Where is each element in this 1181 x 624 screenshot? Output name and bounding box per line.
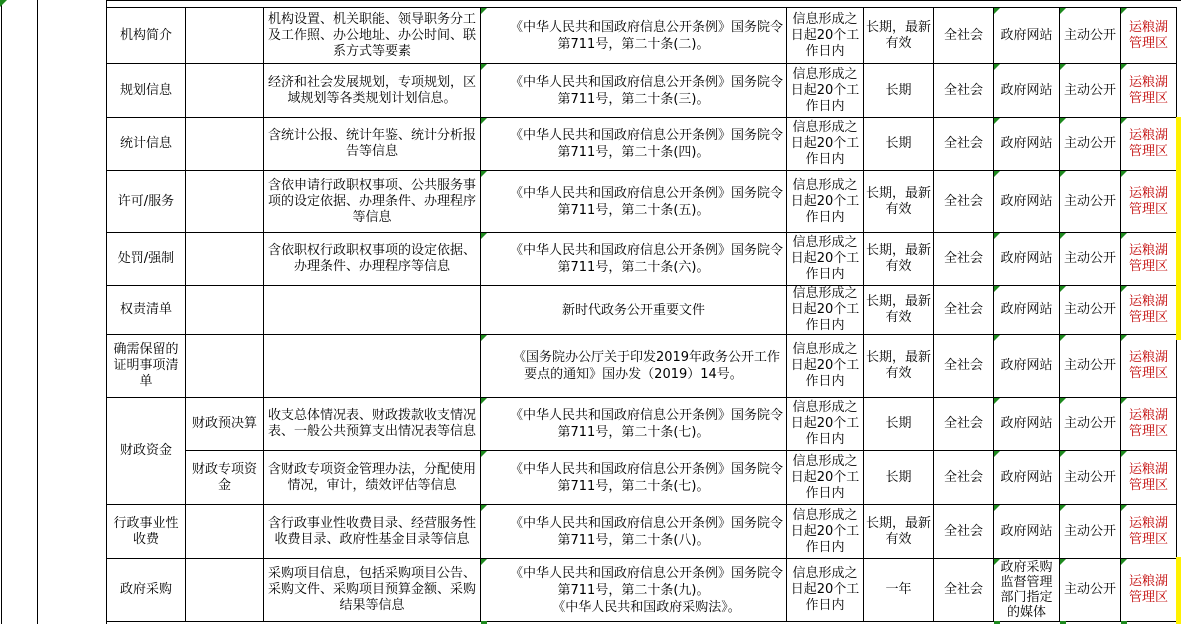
cell-unit[interactable] [1121,171,1177,233]
table-row [107,64,1177,118]
method-text: 主动公开 [1063,358,1116,373]
table-row [107,8,1177,64]
cell-channel[interactable] [994,286,1060,335]
cell-timing[interactable]: 信息形成之日起20个工作日内 [787,559,864,622]
cell-audience[interactable]: 全社会 [934,171,994,233]
cell-basis[interactable] [481,559,787,622]
error-flag-icon [1060,398,1066,404]
cell-basis[interactable] [481,8,787,64]
cell-category[interactable]: 权责清单 [107,286,186,335]
unit-text: 运粮湖管理区 [1128,243,1168,274]
cell-category[interactable]: 财政资金 [107,398,186,505]
cell-category[interactable]: 规划信息 [107,64,186,118]
cell-unit[interactable] [1121,233,1177,286]
basis-text: 新时代政务公开重要文件 [561,302,705,318]
unit-text: 运粮湖管理区 [1128,185,1168,217]
cell-audience[interactable]: 全社会 [934,233,994,286]
unit-text: 运粮湖管理区 [1128,350,1168,381]
channel-text: 政府采购监督管理部门指定的媒体 [1000,560,1053,620]
method-text: 主动公开 [1063,523,1116,539]
cell-channel[interactable] [994,171,1060,233]
basis-text: 《中华人民共和国政府信息公开条例》国务院令第711号，第二十条(五)。 [509,185,783,218]
error-flag-icon [994,286,1000,292]
cell-unit[interactable] [1121,286,1177,335]
cell-retention[interactable]: 长期，最新有效 [864,286,934,335]
cell-subcategory[interactable] [186,64,264,118]
error-flag-icon [0,0,7,7]
error-flag-icon [1060,8,1066,14]
cell-timing[interactable]: 信息形成之日起20个工作日内 [787,171,864,233]
table-row [107,233,1177,286]
error-flag-icon [1060,451,1066,457]
error-flag-icon [481,505,487,511]
error-flag-icon [1060,233,1066,239]
cell-method[interactable] [1060,233,1121,286]
cell-channel[interactable] [994,64,1060,118]
cell-method[interactable] [1060,505,1121,559]
cell-retention[interactable]: 长期 [864,64,934,118]
cell-method[interactable] [1060,8,1121,64]
basis-text: 《中华人民共和国政府信息公开条例》国务院令第711号，第二十条(七)。 [509,408,783,440]
cell-subcategory[interactable] [186,118,264,171]
cell-description[interactable]: 含统计公报、统计年鉴、统计分析报告等信息 [264,118,481,171]
unit-text: 运粮湖管理区 [1128,408,1168,439]
cell-category[interactable]: 处罚/强制 [107,233,186,286]
unit-text: 运粮湖管理区 [1128,74,1168,106]
disclosure-table [106,7,1177,622]
cell-category[interactable]: 行政事业性收费 [107,505,186,559]
cell-description[interactable]: 机构设置、机关职能、领导职务分工及工作照、办公地址、办公时间、联系方式等要素 [264,8,481,64]
cell-audience[interactable]: 全社会 [934,335,994,398]
error-flag-icon [994,64,1000,70]
error-flag-icon [1121,451,1127,457]
cell-channel[interactable] [994,559,1060,622]
cell-description[interactable]: 收支总体情况表、财政拨款收支情况表、一般公共预算支出情况表等信息 [264,398,481,451]
cell-unit[interactable] [1121,335,1177,398]
table-row [107,335,1177,398]
cell-audience[interactable]: 全社会 [934,398,994,451]
cell-basis[interactable] [481,171,787,233]
channel-text: 政府网站 [1000,469,1053,485]
error-flag-icon [481,335,487,341]
unit-text: 运粮湖管理区 [1128,128,1168,159]
error-flag-icon [1060,286,1066,292]
cell-timing[interactable]: 信息形成之日起20个工作日内 [787,505,864,559]
error-flag-icon [994,559,1000,565]
method-text: 主动公开 [1063,302,1116,317]
cell-subcategory[interactable]: 财政预决算 [186,398,264,451]
cell-subcategory[interactable] [186,335,264,398]
table-row [107,171,1177,233]
error-flag-icon [1121,8,1127,14]
error-flag-icon [481,118,487,124]
channel-text: 政府网站 [1000,523,1053,539]
cell-timing[interactable]: 信息形成之日起20个工作日内 [787,64,864,118]
error-flag-icon [1121,559,1127,565]
error-flag-icon [1060,64,1066,70]
channel-text: 政府网站 [1000,27,1053,43]
cell-method[interactable] [1060,64,1121,118]
cell-category[interactable]: 统计信息 [107,118,186,171]
basis-text-2: 《中华人民共和国政府采购法》。 [552,599,741,615]
error-flag-icon [1121,398,1127,404]
cell-retention[interactable]: 长期 [864,118,934,171]
basis-text: 《中华人民共和国政府信息公开条例》国务院令第711号，第二十条(三)。 [509,74,783,107]
error-flag-icon [481,559,487,565]
channel-text: 政府网站 [1000,136,1053,151]
cell-audience[interactable]: 全社会 [934,559,994,622]
cell-retention[interactable]: 长期，最新有效 [864,233,934,286]
unit-text: 运粮湖管理区 [1128,19,1168,51]
cell-description[interactable]: 含行政事业性收费目录、经营服务性收费目录、政府性基金目录等信息 [264,505,481,559]
cell-audience[interactable]: 全社会 [934,505,994,559]
cell-category[interactable]: 许可/服务 [107,171,186,233]
error-flag-icon [481,398,487,404]
error-flag-icon [1121,505,1127,511]
cell-retention[interactable]: 长期，最新有效 [864,505,934,559]
cell-method[interactable] [1060,286,1121,335]
cell-channel[interactable] [994,505,1060,559]
error-flag-icon [994,335,1000,341]
error-flag-icon [1121,171,1127,177]
error-flag-icon [1121,286,1127,292]
method-text: 主动公开 [1063,582,1116,597]
cell-timing[interactable]: 信息形成之日起20个工作日内 [787,451,864,505]
error-flag-icon [1060,559,1066,565]
error-flag-icon [481,233,487,239]
cell-unit[interactable] [1121,8,1177,64]
cell-category[interactable]: 机构简介 [107,8,186,64]
cell-basis[interactable] [481,286,787,335]
basis-text: 《中华人民共和国政府信息公开条例》国务院令第711号，第二十条(二)。 [509,19,783,52]
channel-text: 政府网站 [1000,358,1053,373]
error-flag-icon [994,171,1000,177]
cell-retention[interactable]: 长期，最新有效 [864,8,934,64]
method-text: 主动公开 [1063,416,1116,431]
channel-text: 政府网站 [1000,82,1053,98]
table-row [107,505,1177,559]
error-flag-icon [994,8,1000,14]
unit-text: 运粮湖管理区 [1128,461,1168,493]
error-flag-icon [481,171,487,177]
cell-timing[interactable]: 信息形成之日起20个工作日内 [787,398,864,451]
error-flag-icon [1121,118,1127,124]
cell-unit[interactable] [1121,64,1177,118]
cell-unit[interactable] [1121,451,1177,505]
cell-description[interactable]: 含依职权行政职权事项的设定依据、办理条件、办理程序等信息 [264,233,481,286]
error-flag-icon [481,451,487,457]
cell-retention[interactable]: 长期，最新有效 [864,335,934,398]
cell-subcategory[interactable]: 财政专项资金 [186,451,264,505]
cell-method[interactable] [1060,335,1121,398]
error-flag-icon [994,398,1000,404]
cell-retention[interactable]: 一年 [864,559,934,622]
basis-text: 《中华人民共和国政府信息公开条例》国务院令第711号，第二十条(七)。 [509,461,783,494]
error-flag-icon [994,233,1000,239]
cell-subcategory[interactable] [186,171,264,233]
cell-method[interactable] [1060,171,1121,233]
cell-unit[interactable] [1121,398,1177,451]
table-row [107,398,1177,451]
cell-audience[interactable]: 全社会 [934,64,994,118]
cell-channel[interactable] [994,335,1060,398]
cell-basis[interactable] [481,505,787,559]
basis-text: 《中华人民共和国政府信息公开条例》国务院令第711号，第二十条(九)。 [509,565,783,598]
cell-channel[interactable] [994,118,1060,171]
cell-description[interactable]: 含依申请行政职权事项、公共服务事项的设定依据、办理条件、办理程序等信息 [264,171,481,233]
method-text: 主动公开 [1063,136,1116,151]
channel-text: 政府网站 [1000,193,1053,209]
cell-basis[interactable] [481,233,787,286]
cell-unit[interactable] [1121,559,1177,622]
cell-timing[interactable]: 信息形成之日起20个工作日内 [787,335,864,398]
cell-timing[interactable]: 信息形成之日起20个工作日内 [787,8,864,64]
cell-basis[interactable] [481,64,787,118]
cell-description[interactable] [264,286,481,335]
cell-audience[interactable]: 全社会 [934,451,994,505]
cell-description[interactable]: 采购项目信息，包括采购项目公告、采购文件、采购项目预算金额、采购结果等信息 [264,559,481,622]
error-flag-icon [994,118,1000,124]
table-row [107,559,1177,622]
top-grid-line [106,0,1181,1]
method-text: 主动公开 [1063,27,1116,43]
cell-channel[interactable] [994,398,1060,451]
cell-channel[interactable] [994,8,1060,64]
cell-basis[interactable] [481,451,787,505]
cell-timing[interactable]: 信息形成之日起20个工作日内 [787,118,864,171]
cell-unit[interactable] [1121,505,1177,559]
method-text: 主动公开 [1063,82,1116,98]
cell-method[interactable] [1060,451,1121,505]
basis-text: 《国务院办公厅关于印发2019年政务公开工作要点的通知》国办发（2019）14号。 [512,350,781,382]
unit-text: 运粮湖管理区 [1128,515,1168,547]
cell-description[interactable]: 经济和社会发展规划，专项规划，区域规划等各类规划计划信息。 [264,64,481,118]
error-flag-icon [1060,118,1066,124]
basis-text: 《中华人民共和国政府信息公开条例》国务院令第711号，第二十条(四)。 [509,128,783,160]
cell-timing[interactable]: 信息形成之日起20个工作日内 [787,286,864,335]
cell-description[interactable] [264,335,481,398]
grid-vline-left-edge [1,0,2,624]
cell-channel[interactable] [994,451,1060,505]
error-flag-icon [481,64,487,70]
cell-description[interactable]: 含财政专项资金管理办法，分配使用情况，审计，绩效评估等信息 [264,451,481,505]
error-flag-icon [1060,171,1066,177]
row-highlight-strip [1176,557,1181,624]
grid-vline-col-a [37,0,38,624]
cell-method[interactable] [1060,118,1121,171]
cell-method[interactable] [1060,559,1121,622]
error-flag-icon [1060,335,1066,341]
method-text: 主动公开 [1063,469,1116,485]
cell-retention[interactable]: 长期 [864,451,934,505]
cell-unit[interactable] [1121,118,1177,171]
cell-audience[interactable]: 全社会 [934,286,994,335]
cell-basis[interactable] [481,335,787,398]
error-flag-icon [994,451,1000,457]
cell-subcategory[interactable] [186,286,264,335]
cell-channel[interactable] [994,233,1060,286]
cell-method[interactable] [1060,398,1121,451]
channel-text: 政府网站 [1000,416,1053,431]
cell-subcategory[interactable] [186,233,264,286]
row-highlight-strip [1176,117,1181,340]
cell-basis[interactable] [481,398,787,451]
table-row [107,118,1177,171]
table-row [107,451,1177,505]
unit-text: 运粮湖管理区 [1128,294,1168,325]
method-text: 主动公开 [1063,251,1116,266]
method-text: 主动公开 [1063,193,1116,209]
table-row [107,286,1177,335]
error-flag-icon [1121,335,1127,341]
error-flag-icon [481,8,487,14]
error-flag-icon [994,505,1000,511]
cell-subcategory[interactable] [186,559,264,622]
error-flag-icon [1060,505,1066,511]
cell-category[interactable]: 确需保留的证明事项清单 [107,335,186,398]
cell-retention[interactable]: 长期，最新有效 [864,171,934,233]
cell-audience[interactable]: 全社会 [934,118,994,171]
cell-category[interactable]: 政府采购 [107,559,186,622]
channel-text: 政府网站 [1000,302,1053,317]
channel-text: 政府网站 [1000,251,1053,266]
cell-audience[interactable]: 全社会 [934,8,994,64]
error-flag-icon [1121,233,1127,239]
cell-basis[interactable] [481,118,787,171]
basis-text: 《中华人民共和国政府信息公开条例》国务院令第711号，第二十条(八)。 [509,515,783,548]
cell-subcategory[interactable] [186,8,264,64]
error-flag-icon [1121,64,1127,70]
cell-timing[interactable]: 信息形成之日起20个工作日内 [787,233,864,286]
basis-text: 《中华人民共和国政府信息公开条例》国务院令第711号，第二十条(六)。 [509,243,783,275]
cell-retention[interactable]: 长期 [864,398,934,451]
unit-text: 运粮湖管理区 [1128,574,1168,605]
cell-subcategory[interactable] [186,505,264,559]
